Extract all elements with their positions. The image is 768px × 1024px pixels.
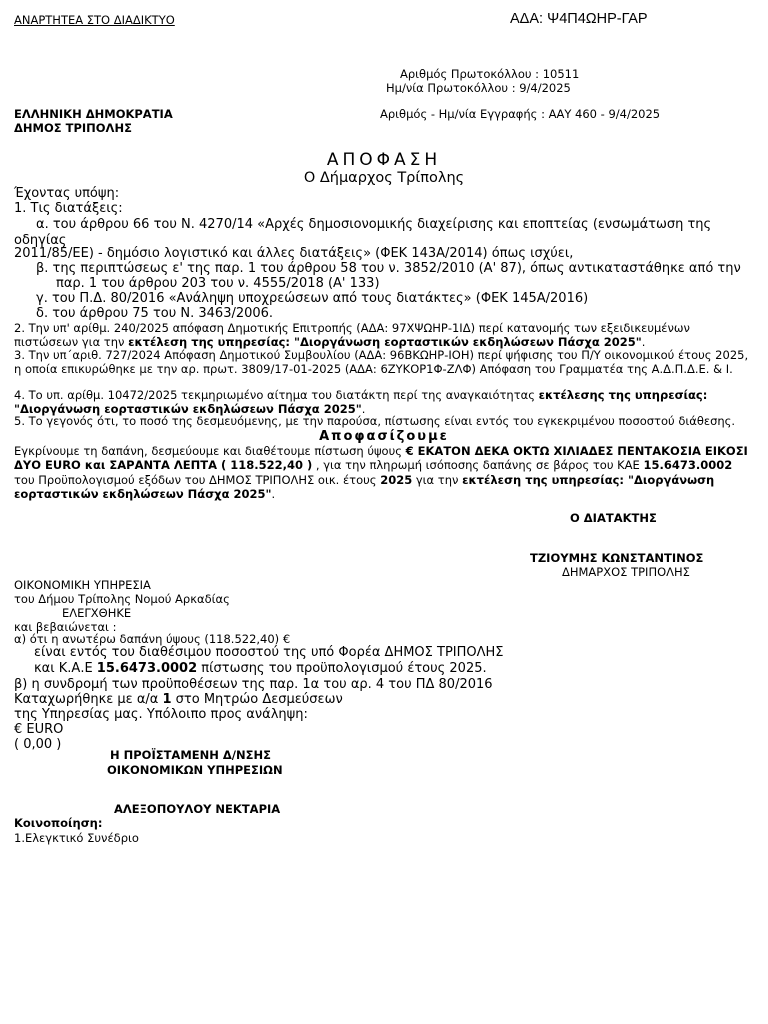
finance-head-title-1: Η ΠΡΟΪΣΤΑΜΕΝΗ Δ/ΝΣΗΣ	[110, 748, 271, 762]
finance-amount: ( 0,00 )	[14, 737, 62, 752]
finance-kae: και Κ.Α.Ε 15.6473.0002 πίστωσης του προϋπολογισμού έτους 2025.	[34, 661, 487, 676]
considering-d: δ. του άρθρου 75 του Ν. 3463/2006.	[36, 306, 274, 321]
finance-registered: Καταχωρήθηκε με α/α 1 στο Μητρώο Δεσμεύσεων	[14, 692, 343, 707]
considering-intro: Έχοντας υπόψη:	[14, 186, 120, 201]
protocol-date: Ημ/νία Πρωτοκόλλου : 9/4/2025	[386, 81, 571, 95]
finance-head-title-2: ΟΙΚΟΝΟΜΙΚΩΝ ΥΠΗΡΕΣΙΩΝ	[107, 763, 283, 777]
considering-item-2: 2. Την υπ' αρίθμ. 240/2025 απόφαση Δημοτικής Επιτροπής (ΑΔΑ: 97ΧΨΩΗΡ-1ΙΔ) περί κατανομής των εξειδικευμένων πιστώσεων για την εκτέλεση της υπηρεσίας: "Διοργάνωση εορταστικών εκδηλώσεων Πάσχα 2025".	[14, 321, 690, 350]
registry-value: ΑΑΥ 460 - 9/4/2025	[548, 107, 661, 121]
registry-info	[380, 107, 660, 121]
registry-label: Αριθμός - Ημ/νία Εγγραφής :	[380, 107, 549, 121]
finance-head-name: ΑΛΕΞΟΠΟΥΛΟΥ ΝΕΚΤΑΡΙΑ	[114, 802, 281, 816]
considering-a-cont: 2011/85/ΕΕ) - δημόσιο λογιστικό και άλλες διατάξεις» (ΦΕΚ 143Α/2014) όπως ισχύει,	[14, 246, 574, 261]
notification-item: 1.Ελεγκτικό Συνέδριο	[14, 831, 139, 845]
posted-online-label: ΑΝΑΡΤΗΤΕΑ ΣΤΟ ΔΙΑΔΙΚΤΥΟ	[14, 13, 175, 27]
republic-label: ΕΛΛΗΝΙΚΗ ΔΗΜΟΚΡΑΤΙΑ	[14, 107, 173, 121]
signatory-name: ΤΖΙΟΥΜΗΣ ΚΩΝΣΤΑΝΤΙΝΟΣ	[530, 551, 704, 565]
finance-b-line: β) η συνδρομή των προϋποθέσεων της παρ. 1α του αρ. 4 του ΠΔ 80/2016	[14, 677, 493, 692]
finance-certified: και βεβαιώνεται :	[14, 620, 117, 634]
signatory-role: Ο ΔΙΑΤΑΚΤΗΣ	[570, 511, 657, 525]
municipality-label: ΔΗΜΟΣ ΤΡΙΠΟΛΗΣ	[14, 121, 132, 135]
considering-c: γ. του Π.Δ. 80/2016 «Ανάληψη υποχρεώσεων από τους διατάκτες» (ΦΕΚ 145Α/2016)	[36, 291, 589, 306]
considering-item-1: 1. Τις διατάξεις:	[14, 201, 123, 216]
finance-municipality: του Δήμου Τρίπολης Νομού Αρκαδίας	[14, 592, 230, 606]
considering-item-4: 4. Το υπ. αρίθμ. 10472/2025 τεκμηριωμένο αίτημα του διατάκτη περί της αναγκαιότητας εκτέλεσης της υπηρεσίας: "Διοργάνωση εορταστικών εκδηλώσεων Πάσχα 2025".	[14, 388, 708, 417]
signatory-title: ΔΗΜΑΡΧΟΣ ΤΡΙΠΟΛΗΣ	[562, 565, 690, 579]
decision-heading: Αποφασίζουμε	[319, 429, 449, 444]
considering-item-3: 3. Την υπ΄αριθ. 727/2024 Απόφαση Δημοτικού Συμβουλίου (ΑΔΑ: 96ΒΚΩΗΡ-ΙΟΗ) περί ψήφισης του Π/Υ οικονομικού έτους 2025, η οποία επικυρώθηκε με την αρ. πρωτ. 3809/17-01-2025 (ΑΔΑ: 6ΖΥΚΟΡ1Φ-ΖΛΦ) Απόφαση του Γραμματέα της Α.Δ.Π.Δ.Ε. & Ι.	[14, 348, 749, 377]
considering-a: α. του άρθρου 66 του Ν. 4270/14 «Αρχές δημοσιονομικής διαχείρισης και εποπτείας (ενσωμάτωση της οδηγίας	[14, 217, 712, 249]
document-title: ΑΠΟΦΑΣΗ	[326, 150, 442, 170]
finance-a-line: α) ότι η ανωτέρω δαπάνη ύψους (118.522,40) €	[14, 632, 291, 646]
document-subtitle: Ο Δήμαρχος Τρίπολης	[303, 170, 465, 186]
finance-remaining: της Υπηρεσίας μας. Υπόλοιπο προς ανάληψη:	[14, 707, 308, 722]
considering-b-cont: παρ. 1 του άρθρου 203 του ν. 4555/2018 (Α' 133)	[56, 276, 380, 291]
considering-item-5: 5. Το γεγονός ότι, το ποσό της δεσμευόμενης, με την παρούσα, πίστωσης είναι εντός του εγκεκριμένου ποσοστού διάθεσης.	[14, 414, 736, 428]
decision-text: Εγκρίνουμε τη δαπάνη, δεσμεύουμε και διαθέτουμε πίστωση ύψους € ΕΚΑΤΟΝ ΔΕΚΑ ΟΚΤΩ ΧΙΛΙΑΔΕΣ ΠΕΝΤΑΚΟΣΙΑ ΕΙΚΟΣΙ ΔΥΟ EURO και ΣΑΡΑΝΤΑ ΛΕΠΤΑ ( 118.522,40 ) , για την πληρωμή ισόποσης δαπάνης σε βάρος του ΚΑΕ 15.6473.0002 του Προϋπολογισμού εξόδων του ΔΗΜΟΣ ΤΡΙΠΟΛΗΣ οικ. έτους 2025 για την εκτέλεση της υπηρεσίας: "Διοργάνωση εορταστικών εκδηλώσεων Πάσχα 2025".	[14, 444, 748, 502]
notification-label: Κοινοποίηση:	[14, 816, 103, 830]
finance-euro: € EURO	[14, 722, 64, 737]
protocol-number: Αριθμός Πρωτοκόλλου : 10511	[400, 67, 580, 81]
considering-b: β. της περιπτώσεως ε' της παρ. 1 του άρθρου 58 του ν. 3852/2010 (Α' 87), όπως αντικαταστάθηκε από την	[36, 261, 741, 276]
finance-within: είναι εντός του διαθέσιμου ποσοστού της υπό Φορέα ΔΗΜΟΣ ΤΡΙΠΟΛΗΣ	[34, 645, 504, 660]
finance-checked: ΕΛΕΓΧΘΗΚΕ	[62, 606, 132, 620]
finance-service: ΟΙΚΟΝΟΜΙΚΗ ΥΠΗΡΕΣΙΑ	[14, 578, 151, 592]
ada-code: ΑΔΑ: Ψ4Π4ΩΗΡ-ΓΑΡ	[510, 11, 648, 27]
